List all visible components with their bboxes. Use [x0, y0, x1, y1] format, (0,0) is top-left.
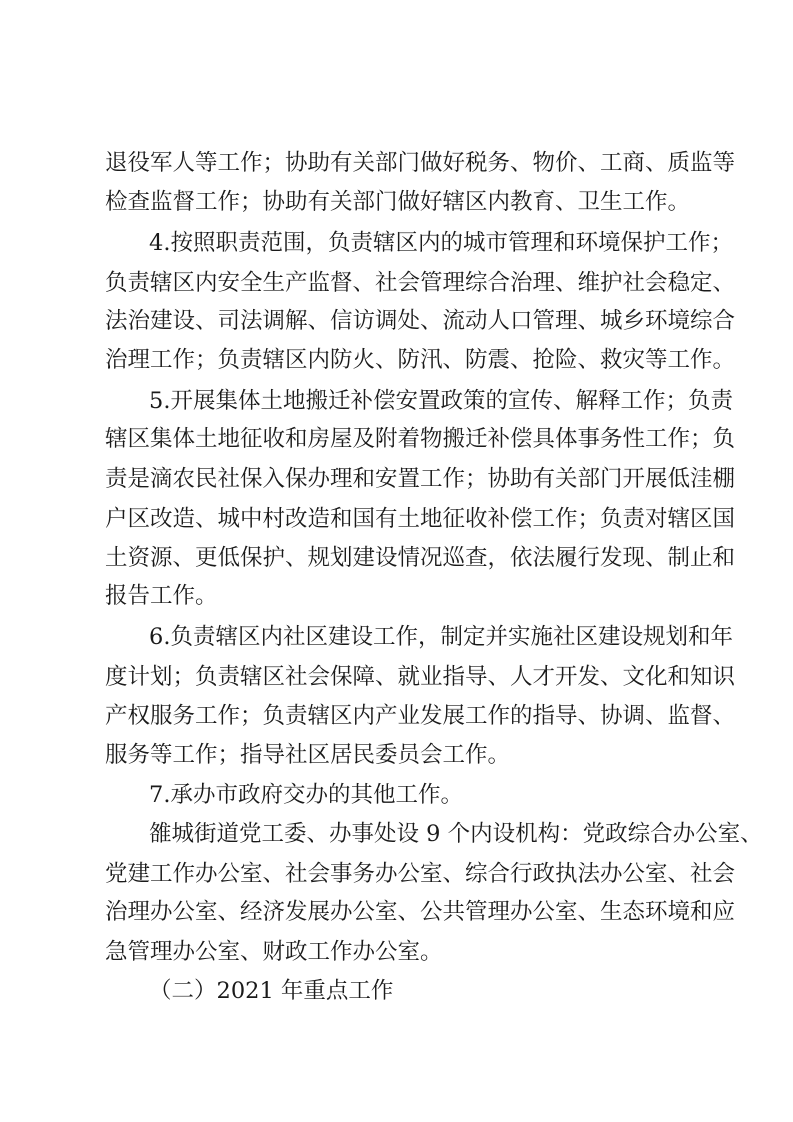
text-line: 治理工作；负责辖区内防火、防汛、防震、抢险、救灾等工作。 — [105, 347, 736, 373]
text-line: 退役军人等工作；协助有关部门做好税务、物价、工商、质监等 — [105, 150, 736, 176]
text-line: 土资源、更低保护、规划建设情况巡查，依法履行发现、制止和 — [105, 545, 736, 571]
text-line: 雒城街道党工委、办事处设 9 个内设机构：党政综合办公室、 — [149, 821, 763, 847]
text-line: 党建工作办公室、社会事务办公室、综合行政执法办公室、社会 — [105, 861, 736, 887]
text-line: 治理办公室、经济发展办公室、公共管理办公室、生态环境和应 — [105, 899, 736, 925]
text-line: 负责辖区内安全生产监督、社会管理综合治理、维护社会稳定、 — [105, 270, 736, 296]
text-line: 4.按照职责范围，负责辖区内的城市管理和环境保护工作； — [149, 230, 733, 256]
text-line: 6.负责辖区内社区建设工作，制定并实施社区建设规划和年 — [149, 624, 733, 650]
text-line: 服务等工作；指导社区居民委员会工作。 — [105, 742, 511, 768]
text-line: 报告工作。 — [105, 583, 218, 609]
section-heading: （二）2021 年重点工作 — [149, 978, 394, 1004]
text-line: 7.承办市政府交办的其他工作。 — [149, 782, 463, 808]
text-line: 户区改造、城中村改造和国有土地征收补偿工作；负责对辖区国 — [105, 506, 736, 532]
text-line: 急管理办公室、财政工作办公室。 — [105, 939, 443, 965]
text-line: 检查监督工作；协助有关部门做好辖区内教育、卫生工作。 — [105, 189, 691, 215]
text-line: 法治建设、司法调解、信访调处、流动人口管理、城乡环境综合 — [105, 308, 736, 334]
text-line: 产权服务工作；负责辖区内产业发展工作的指导、协调、监督、 — [105, 703, 736, 729]
text-line: 5.开展集体土地搬迁补偿安置政策的宣传、解释工作；负责 — [149, 388, 733, 414]
text-line: 度计划；负责辖区社会保障、就业指导、人才开发、文化和知识 — [105, 664, 736, 690]
text-line: 责是滴农民社保入保办理和安置工作；协助有关部门开展低洼棚 — [105, 466, 736, 492]
text-line: 辖区集体土地征收和房屋及附着物搬迁补偿具体事务性工作；负 — [105, 426, 736, 452]
